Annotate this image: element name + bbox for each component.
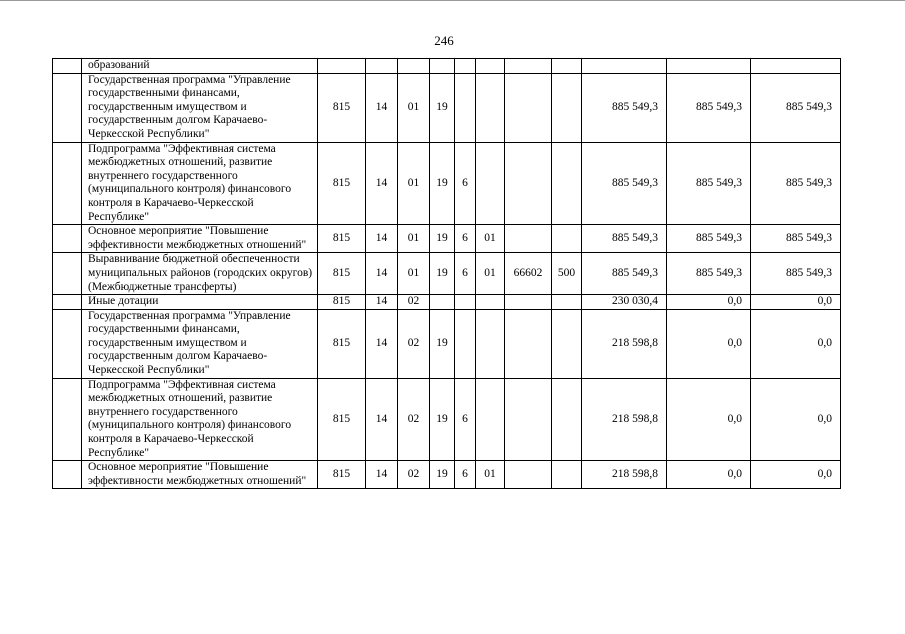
subsection-cell: 01: [398, 225, 430, 253]
event-cell: 01: [476, 225, 505, 253]
admin-code-cell: 815: [318, 73, 366, 142]
sum-year-3-cell: 0,0: [751, 461, 841, 489]
subsection-cell: 01: [398, 73, 430, 142]
sum-year-2-cell: 885 549,3: [667, 225, 751, 253]
sum-year-1-cell: 885 549,3: [582, 253, 667, 295]
table-row: [53, 461, 841, 489]
expense-type-cell: [552, 461, 582, 489]
subsection-cell: 01: [398, 142, 430, 225]
sum-year-1-cell: 218 598,8: [582, 378, 667, 461]
subprogram-cell: 6: [455, 461, 476, 489]
section-cell: 14: [366, 378, 398, 461]
admin-code-cell: 815: [318, 142, 366, 225]
program-cell: 19: [430, 225, 455, 253]
item-name-cell: Государственная программа "Управление государственными финансами, государственным имуществом и государственным долгом Карачаево-Черкесской Республики": [82, 73, 318, 142]
row-number-cell: [53, 59, 82, 74]
program-cell: 19: [430, 142, 455, 225]
expense-type-cell: [552, 225, 582, 253]
section-cell: [366, 59, 398, 74]
sum-year-2-cell: 885 549,3: [667, 253, 751, 295]
section-cell: 14: [366, 225, 398, 253]
subprogram-cell: [455, 309, 476, 378]
sum-year-3-cell: 885 549,3: [751, 253, 841, 295]
expense-type-cell: 500: [552, 253, 582, 295]
admin-code-cell: 815: [318, 378, 366, 461]
sum-year-2-cell: 0,0: [667, 378, 751, 461]
table-row: [53, 253, 841, 295]
direction-cell: [505, 295, 552, 310]
sum-year-1-cell: 218 598,8: [582, 461, 667, 489]
expense-type-cell: [552, 309, 582, 378]
page-number: 246: [434, 33, 454, 48]
subprogram-cell: 6: [455, 253, 476, 295]
sum-year-2-cell: [667, 59, 751, 74]
subprogram-cell: 6: [455, 142, 476, 225]
subsection-cell: 02: [398, 295, 430, 310]
subprogram-cell: 6: [455, 225, 476, 253]
sum-year-1-cell: 885 549,3: [582, 73, 667, 142]
table-row: [53, 142, 841, 225]
item-name-cell: Иные дотации: [82, 295, 318, 310]
row-number-cell: [53, 253, 82, 295]
expense-type-cell: [552, 73, 582, 142]
subprogram-cell: [455, 73, 476, 142]
table-row: [53, 378, 841, 461]
subsection-cell: 02: [398, 461, 430, 489]
row-number-cell: [53, 142, 82, 225]
sum-year-1-cell: 885 549,3: [582, 225, 667, 253]
expense-type-cell: [552, 142, 582, 225]
item-name-cell: образований: [82, 59, 318, 74]
event-cell: 01: [476, 253, 505, 295]
sum-year-2-cell: 0,0: [667, 295, 751, 310]
subprogram-cell: [455, 59, 476, 74]
item-name-cell: Государственная программа "Управление государственными финансами, государственным имуществом и государственным долгом Карачаево-Черкесской Республики": [82, 309, 318, 378]
sum-year-3-cell: 0,0: [751, 378, 841, 461]
sum-year-1-cell: [582, 59, 667, 74]
sum-year-3-cell: 885 549,3: [751, 142, 841, 225]
direction-cell: 66602: [505, 253, 552, 295]
admin-code-cell: [318, 59, 366, 74]
section-cell: 14: [366, 295, 398, 310]
expense-type-cell: [552, 378, 582, 461]
subprogram-cell: 6: [455, 378, 476, 461]
section-cell: 14: [366, 309, 398, 378]
admin-code-cell: 815: [318, 461, 366, 489]
table-row: [53, 295, 841, 310]
event-cell: [476, 309, 505, 378]
program-cell: 19: [430, 253, 455, 295]
sum-year-2-cell: 0,0: [667, 309, 751, 378]
sum-year-3-cell: 0,0: [751, 309, 841, 378]
admin-code-cell: 815: [318, 253, 366, 295]
item-name-cell: Основное мероприятие "Повышение эффективности межбюджетных отношений": [82, 225, 318, 253]
sum-year-2-cell: 885 549,3: [667, 142, 751, 225]
sum-year-3-cell: [751, 59, 841, 74]
row-number-cell: [53, 309, 82, 378]
program-cell: [430, 59, 455, 74]
table-row: [53, 225, 841, 253]
sum-year-2-cell: 885 549,3: [667, 73, 751, 142]
program-cell: 19: [430, 461, 455, 489]
subsection-cell: 02: [398, 378, 430, 461]
row-number-cell: [53, 461, 82, 489]
section-cell: 14: [366, 142, 398, 225]
sum-year-3-cell: 885 549,3: [751, 73, 841, 142]
expense-type-cell: [552, 295, 582, 310]
scan-top-edge: [0, 0, 905, 5]
direction-cell: [505, 73, 552, 142]
event-cell: [476, 142, 505, 225]
sum-year-1-cell: 885 549,3: [582, 142, 667, 225]
subsection-cell: 01: [398, 253, 430, 295]
event-cell: [476, 295, 505, 310]
admin-code-cell: 815: [318, 225, 366, 253]
section-cell: 14: [366, 461, 398, 489]
direction-cell: [505, 59, 552, 74]
section-cell: 14: [366, 253, 398, 295]
program-cell: [430, 295, 455, 310]
item-name-cell: Подпрограмма "Эффективная система межбюджетных отношений, развитие внутреннего государственного (муниципального контроля) финансового контроля в Карачаево-Черкесской Республике": [82, 378, 318, 461]
table-row: [53, 309, 841, 378]
budget-table: [52, 58, 841, 489]
row-number-cell: [53, 295, 82, 310]
sum-year-1-cell: 218 598,8: [582, 309, 667, 378]
subsection-cell: 02: [398, 309, 430, 378]
sum-year-3-cell: 885 549,3: [751, 225, 841, 253]
sum-year-1-cell: 230 030,4: [582, 295, 667, 310]
row-number-cell: [53, 73, 82, 142]
item-name-cell: Подпрограмма "Эффективная система межбюджетных отношений, развитие внутреннего государственного (муниципального контроля) финансового контроля в Карачаево-Черкесской Республике": [82, 142, 318, 225]
section-cell: 14: [366, 73, 398, 142]
subprogram-cell: [455, 295, 476, 310]
direction-cell: [505, 142, 552, 225]
direction-cell: [505, 225, 552, 253]
item-name-cell: Выравнивание бюджетной обеспеченности муниципальных районов (городских округов) (Межбюджетные трансферты): [82, 253, 318, 295]
direction-cell: [505, 378, 552, 461]
table-row: [53, 59, 841, 74]
row-number-cell: [53, 378, 82, 461]
direction-cell: [505, 309, 552, 378]
subsection-cell: [398, 59, 430, 74]
admin-code-cell: 815: [318, 309, 366, 378]
event-cell: [476, 73, 505, 142]
table-row: [53, 73, 841, 142]
row-number-cell: [53, 225, 82, 253]
program-cell: 19: [430, 309, 455, 378]
direction-cell: [505, 461, 552, 489]
item-name-cell: Основное мероприятие "Повышение эффективности межбюджетных отношений": [82, 461, 318, 489]
admin-code-cell: 815: [318, 295, 366, 310]
expense-type-cell: [552, 59, 582, 74]
event-cell: 01: [476, 461, 505, 489]
program-cell: 19: [430, 73, 455, 142]
program-cell: 19: [430, 378, 455, 461]
event-cell: [476, 59, 505, 74]
sum-year-3-cell: 0,0: [751, 295, 841, 310]
event-cell: [476, 378, 505, 461]
sum-year-2-cell: 0,0: [667, 461, 751, 489]
